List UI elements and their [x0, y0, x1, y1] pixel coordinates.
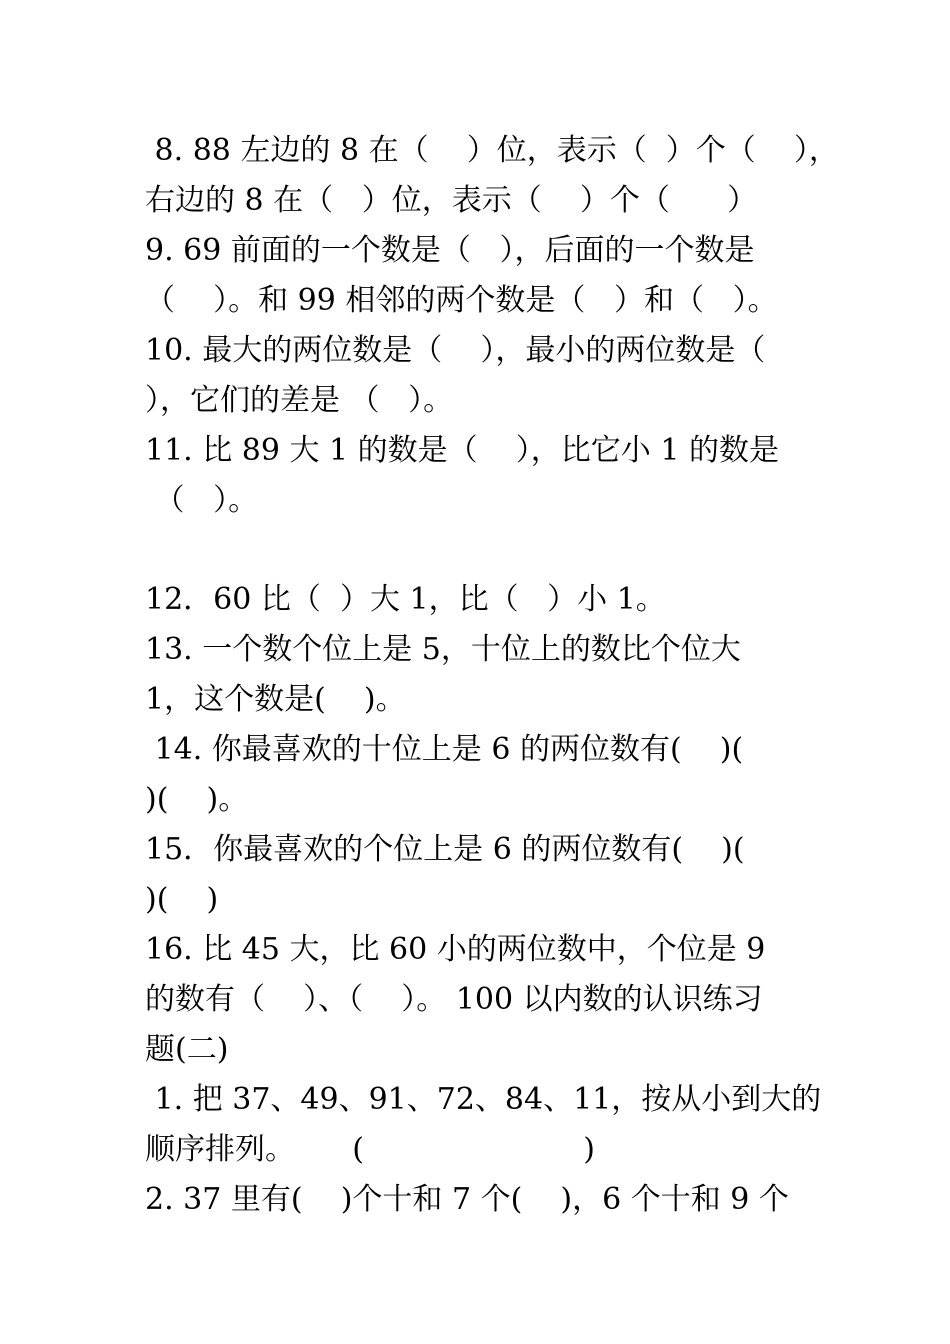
- question-16-line-1: 16. 比 45 大，比 60 小的两位数中，个位是 9: [145, 932, 766, 967]
- question-9-line-1: 9. 69 前面的一个数是（ ），后面的一个数是: [145, 233, 755, 268]
- question-14-line-1: 14. 你最喜欢的十位上是 6 的两位数有( )(: [145, 732, 744, 767]
- blank-line: [145, 526, 810, 575]
- question-8-line-1: 8. 88 左边的 8 在（ ）位，表示（ ）个（ ），: [145, 133, 839, 168]
- question-11-line-1: 11. 比 89 大 1 的数是（ ），比它小 1 的数是: [145, 433, 779, 468]
- section-2-question-1-line-1: 1. 把 37、49、91、72、84、11，按从小到大的: [145, 1082, 822, 1117]
- question-13-line-2: 1，这个数是( )。: [145, 682, 406, 717]
- question-14-line-2: )( )。: [145, 782, 249, 817]
- question-12-line-1: 12．60 比（ ）大 1，比（ ）小 1。: [145, 582, 666, 617]
- question-9-line-2: （ ）。和 99 相邻的两个数是（ ）和（ ）。: [145, 283, 778, 318]
- question-10-line-2: ），它们的差是 （ ）。: [145, 383, 454, 418]
- question-15-line-1: 15．你最喜欢的个位上是 6 的两位数有( )(: [145, 832, 745, 867]
- question-11-line-2: （ ）。: [145, 483, 259, 518]
- question-13-line-1: 13. 一个数个位上是 5，十位上的数比个位大: [145, 632, 741, 667]
- question-10-line-1: 10. 最大的两位数是（ ），最小的两位数是（: [145, 333, 766, 368]
- worksheet-text: [145, 126, 839, 1225]
- section-2-question-2-line-1: 2. 37 里有( )个十和 7 个( )，6 个十和 9 个: [145, 1182, 789, 1217]
- section-2-question-1-line-2: 顺序排列。 ( ): [145, 1132, 595, 1167]
- question-8-line-2: 右边的 8 在（ ）位，表示（ ）个（ ）: [145, 183, 758, 218]
- section-2-title: 题(二): [145, 1032, 229, 1067]
- question-16-line-2: 的数有（ ）、（ ）。 100 以内数的认识练习: [145, 982, 763, 1017]
- question-15-line-2: )( ): [145, 882, 219, 917]
